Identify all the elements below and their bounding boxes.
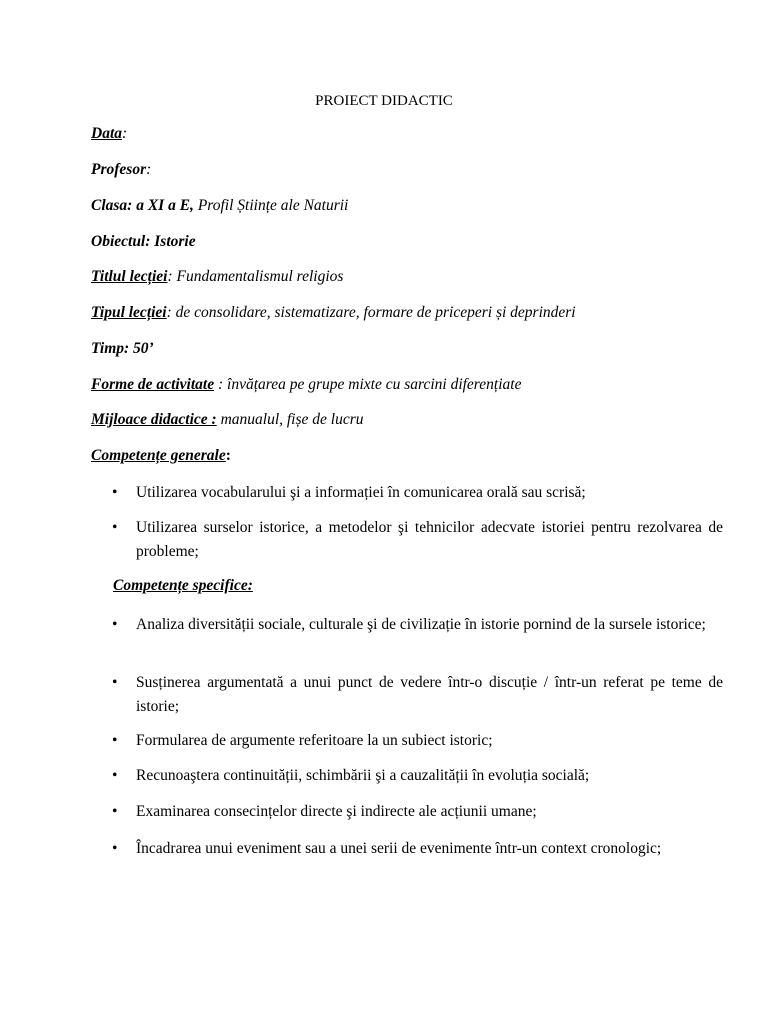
bullet-icon: •: [112, 519, 118, 536]
forme-value: : învățarea pe grupe mixte cu sarcini diferențiate: [214, 376, 522, 393]
list-item: Utilizarea surselor istorice, a metodelor şi tehnicilor adecvate istoriei pentru rezolvarea de probleme;: [136, 519, 723, 560]
list-item: Susținerea argumentată a unui punct de vedere într-o discuție / într-un referat pe teme de istorie;: [136, 674, 723, 715]
tipul-value: : de consolidare, sistematizare, formare de priceperi și deprinderi: [166, 304, 576, 321]
forme-label: Forme de activitate: [91, 376, 215, 393]
competente-specifice-heading: Competențe specifice:: [113, 577, 253, 594]
profesor-sep: :: [146, 161, 152, 178]
field-clasa: [91, 196, 348, 216]
titlul-label: Titlul lecției: [91, 268, 168, 285]
field-tipul: [91, 303, 576, 323]
list-item: Analiza diversității sociale, culturale şi de civilizație în istorie pornind de la sursele istorice;: [136, 616, 706, 633]
mijloace-label: Mijloace didactice :: [91, 411, 217, 428]
bullet-icon: •: [112, 840, 118, 857]
timp-label: Timp: 50’: [91, 340, 154, 357]
field-obiectul: [91, 232, 196, 252]
field-timp: [91, 339, 154, 359]
list-item: Utilizarea vocabularului şi a informației în comunicarea orală sau scrisă;: [136, 484, 586, 501]
bullet-icon: •: [112, 616, 118, 633]
titlul-value: : Fundamentalismul religios: [167, 268, 344, 285]
profesor-label: Profesor: [91, 161, 147, 178]
bullet-icon: •: [112, 484, 118, 501]
competente-generale-label: Competențe generale: [91, 447, 226, 464]
obiectul-label: Obiectul: Istorie: [91, 233, 196, 250]
mijloace-value: manualul, fișe de lucru: [216, 411, 364, 428]
list-item: Examinarea consecințelor directe şi indirecte ale acțiunii umane;: [136, 803, 537, 820]
competente-generale-heading: [91, 446, 231, 466]
field-data: [91, 124, 127, 144]
list-item: Recunoaştera continuității, schimbării şi a cauzalității în evoluția socială;: [136, 767, 590, 784]
document-title: PROIECT DIDACTIC: [315, 93, 453, 109]
bullet-icon: •: [112, 732, 118, 749]
field-mijloace: [91, 410, 364, 430]
field-profesor: [91, 160, 151, 180]
tipul-label: Tipul lecției: [91, 304, 167, 321]
data-sep: :: [122, 125, 128, 142]
clasa-label: Clasa: a XI a E,: [91, 197, 194, 214]
competente-generale-sep: :: [225, 447, 231, 464]
field-titlul: [91, 267, 343, 287]
bullet-icon: •: [112, 767, 118, 784]
field-forme: [91, 375, 521, 395]
list-item: Formularea de argumente referitoare la un subiect istoric;: [136, 732, 493, 749]
list-item: Încadrarea unui eveniment sau a unei serii de evenimente într-un context cronologic;: [136, 840, 662, 857]
clasa-value: Profil Științe ale Naturii: [193, 197, 349, 214]
data-label: Data: [91, 125, 122, 142]
bullet-icon: •: [112, 803, 118, 820]
bullet-icon: •: [112, 674, 118, 691]
